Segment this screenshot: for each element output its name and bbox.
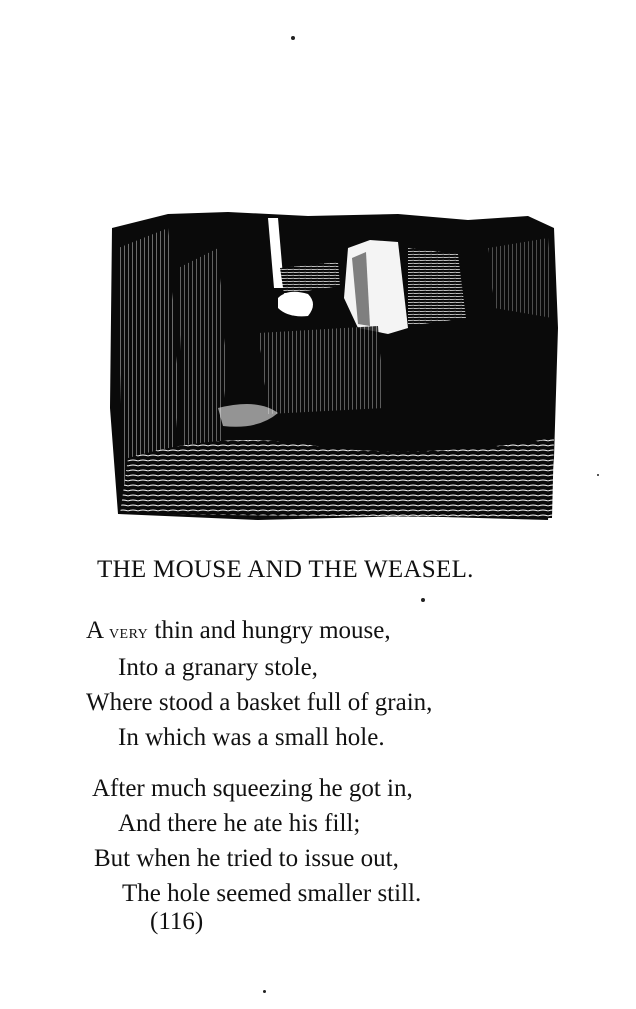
print-speck <box>291 36 295 40</box>
poem-line: After much squeezing he got in, <box>92 775 413 802</box>
stanza-2 <box>86 771 546 911</box>
woodcut-illustration <box>108 208 560 522</box>
poem-line: The hole seemed smaller still. <box>122 880 422 907</box>
poem-line: In which was a small hole. <box>118 724 385 751</box>
poem-line: And there he ate his fill; <box>118 810 361 837</box>
line-lead-word: A <box>86 617 103 644</box>
print-speck <box>597 474 599 476</box>
granary-engraving <box>108 208 560 522</box>
line-rest: thin and hungry mouse, <box>154 617 391 644</box>
poem-line: Where stood a basket full of grain, <box>86 689 433 716</box>
print-speck <box>263 990 266 993</box>
poem-line: But when he tried to issue out, <box>94 845 399 872</box>
print-speck <box>421 598 425 602</box>
poem-line <box>86 613 546 650</box>
page-number: (116) <box>150 908 204 935</box>
poem-line: Into a granary stole, <box>118 654 318 681</box>
smallcaps-word: very <box>108 621 149 643</box>
poem-title: THE MOUSE AND THE WEASEL. <box>97 556 474 583</box>
stanza-1 <box>86 613 546 755</box>
